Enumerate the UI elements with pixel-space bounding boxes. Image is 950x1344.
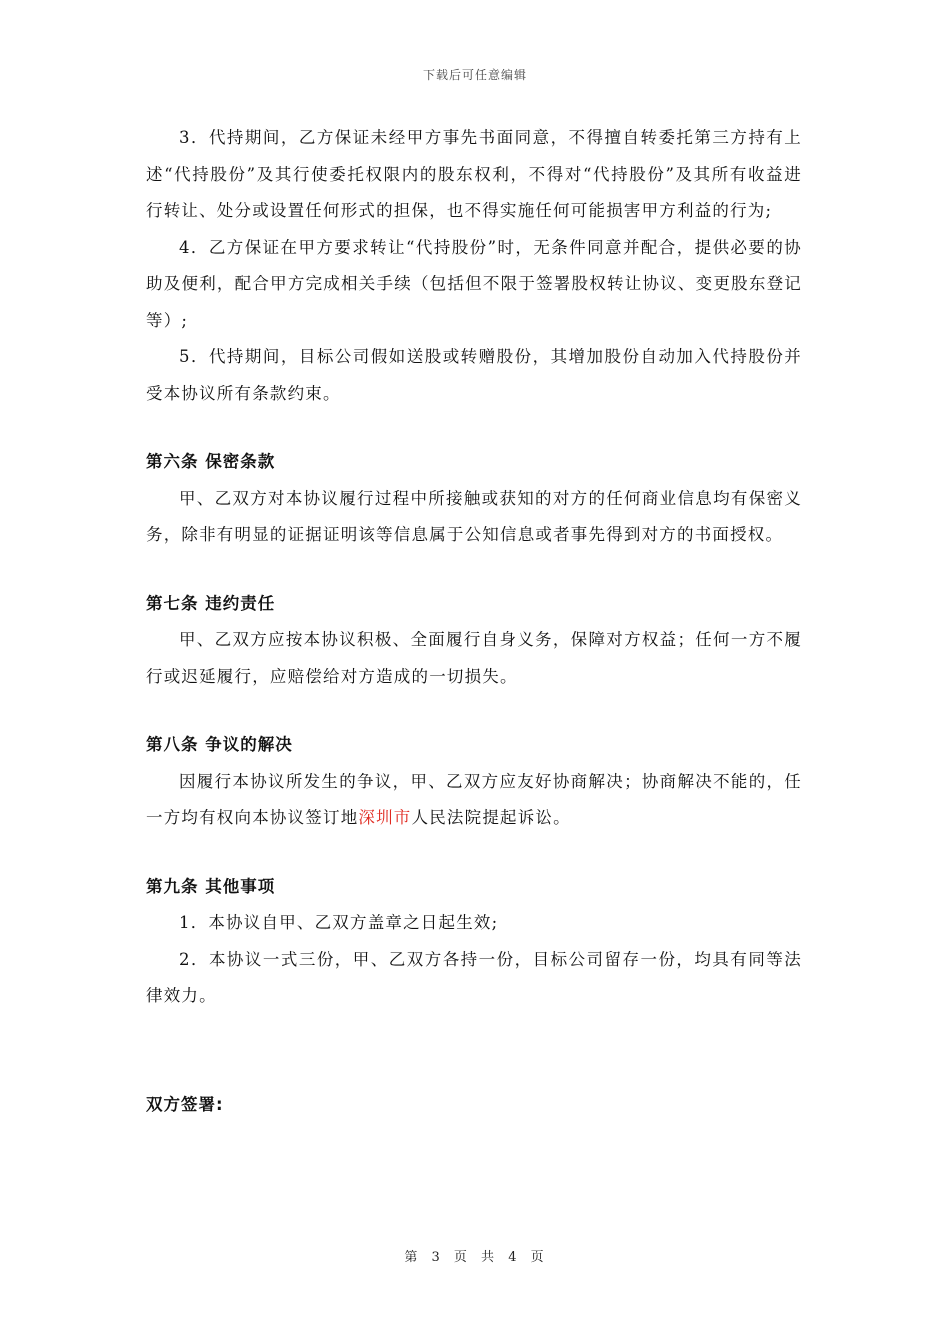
article-8-body-post: 人民法院提起诉讼。 (411, 808, 571, 827)
signature-label: 双方签署: (146, 1094, 224, 1114)
court-city: 深圳市 (358, 808, 412, 827)
document-body (146, 120, 802, 1123)
page-header: 下载后可任意编辑 (422, 68, 527, 82)
clause-5-4: 4．乙方保证在甲方要求转让“代持股份”时，无条件同意并配合，提供必要的协助及便利，配合甲方完成相关手续（包括但不限于签署股权转让协议、变更股东登记等）; (146, 237, 802, 330)
article-8-body (146, 764, 802, 837)
clause-5-3: 3．代持期间，乙方保证未经甲方事先书面同意，不得擅自转委托第三方持有上述“代持股份”及其行使委托权限内的股东权利，不得对“代持股份”及其所有收益进行转让、处分或设置任何形式的担保，也不得实施任何可能损害甲方利益的行为; (146, 128, 802, 220)
article-8-title: 第八条 争议的解决 (146, 735, 293, 754)
article-9-item-1: 1．本协议自甲、乙双方盖章之日起生效; (179, 913, 499, 932)
article-6-title: 第六条 保密条款 (146, 452, 276, 471)
article-7-body: 甲、乙双方应按本协议积极、全面履行自身义务，保障对方权益；任何一方不履行或迟延履行，应赔偿给对方造成的一切损失。 (146, 630, 802, 686)
article-9-item-2: 2．本协议一式三份，甲、乙双方各持一份，目标公司留存一份，均具有同等法律效力。 (146, 949, 802, 1005)
article-9-title: 第九条 其他事项 (146, 876, 276, 896)
article-7-title: 第七条 违约责任 (146, 593, 276, 613)
article-6-body: 甲、乙双方对本协议履行过程中所接触或获知的对方的任何商业信息均有保密义务，除非有明显的证据证明该等信息属于公知信息或者事先得到对方的书面授权。 (146, 488, 802, 544)
clause-5-5: 5．代持期间，目标公司假如送股或转赠股份，其增加股份自动加入代持股份并受本协议所有条款约束。 (146, 347, 802, 403)
page-footer: 第 3 页 共 4 页 (404, 1250, 546, 1265)
article-8-body-pre: 因履行本协议所发生的争议，甲、乙双方应友好协商解决；协商解决不能的，任一方均有权向本协议签订地 (146, 771, 802, 827)
